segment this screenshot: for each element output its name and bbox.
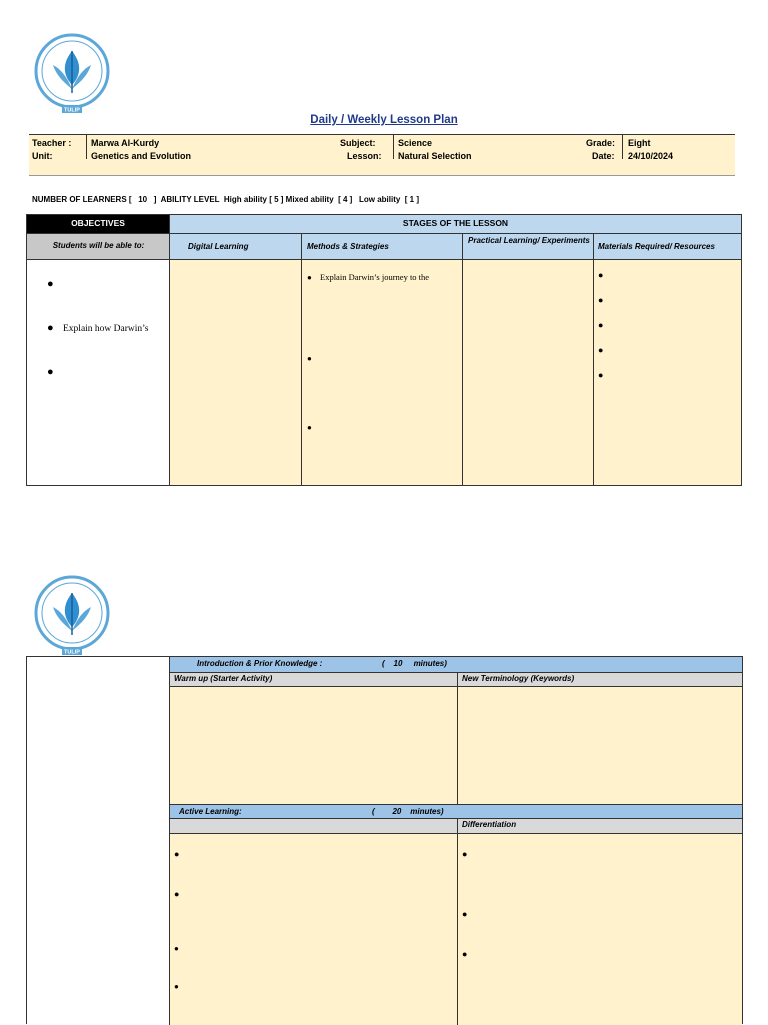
- subject-label: Subject:: [340, 138, 376, 148]
- left-blank-column: [27, 657, 170, 1025]
- objectives-table: [26, 214, 742, 486]
- active-label: Active Learning:: [179, 807, 242, 816]
- learners-ability-line: NUMBER OF LEARNERS [ 10 ] ABILITY LEVEL High ability [ 5 ] Mixed ability [ 4 ] Low ability [ 1 ]: [32, 195, 420, 204]
- active-row: [169, 804, 742, 818]
- warmup-label: Warm up (Starter Activity): [169, 672, 457, 686]
- col-materials: Materials Required/ Resources: [593, 233, 741, 259]
- unit-label: Unit:: [32, 151, 53, 161]
- active-item: ●: [174, 849, 180, 859]
- date-value: 24/10/2024: [628, 151, 674, 161]
- intro-label: Introduction & Prior Knowledge :: [197, 659, 323, 668]
- unit-value: Genetics and Evolution: [91, 151, 192, 161]
- teacher-value: Marwa Al-Kurdy: [91, 138, 160, 148]
- differentiation-cell: [457, 833, 742, 1025]
- active-item: ●: [174, 889, 180, 899]
- objective-item: ●: [47, 366, 54, 378]
- lesson-header: [29, 134, 735, 176]
- material-item: ●: [598, 295, 604, 305]
- lesson-label: Lesson:: [347, 151, 382, 161]
- stages-header: STAGES OF THE LESSON: [169, 215, 741, 233]
- active-time: ( 20 minutes): [372, 807, 444, 816]
- date-label: Date:: [592, 151, 615, 161]
- material-item: ●: [598, 345, 604, 355]
- objective-item: ●: [47, 278, 54, 290]
- terminology-cell: [457, 686, 742, 804]
- col-methods: Methods & Strategies: [301, 233, 462, 259]
- divider: [622, 135, 623, 159]
- active-item: ●: [174, 944, 179, 953]
- objectives-header: OBJECTIVES: [27, 215, 169, 233]
- digital-learning-cell: [169, 259, 301, 485]
- method-item: ●: [307, 354, 312, 363]
- students-label: Students will be able to:: [27, 233, 170, 259]
- lesson-value: Natural Selection: [398, 151, 472, 161]
- svg-text:TULIP: TULIP: [64, 649, 80, 656]
- intro-row: [169, 657, 742, 672]
- divider: [86, 135, 87, 159]
- active-learning-cell: [169, 833, 457, 1025]
- subject-value: Science: [398, 138, 433, 148]
- terminology-label: New Terminology (Keywords): [457, 672, 742, 686]
- differentiation-item: ●: [462, 949, 468, 959]
- material-item: ●: [598, 320, 604, 330]
- differentiation-item: ●: [462, 909, 468, 919]
- page-title: Daily / Weekly Lesson Plan: [310, 114, 458, 126]
- differentiation-item: ●: [462, 849, 468, 859]
- active-item: ●: [174, 982, 179, 991]
- lesson-stages-table: [26, 656, 743, 1024]
- teacher-label: Teacher :: [32, 138, 72, 148]
- grade-label: Grade:: [586, 138, 616, 148]
- material-item: ●: [598, 270, 604, 280]
- college-logo: [31, 573, 113, 657]
- active-subheader: [169, 818, 457, 833]
- differentiation-label: Differentiation: [457, 818, 742, 833]
- methods-cell: [301, 259, 462, 485]
- col-digital-learning: Digital Learning: [169, 233, 301, 259]
- method-item: ● Explain Darwin’s journey to the: [307, 272, 430, 282]
- materials-cell: [593, 259, 741, 485]
- objective-item: ● Explain how Darwin’s: [47, 322, 149, 334]
- intro-time: ( 10 minutes): [382, 659, 447, 668]
- col-practical: Practical Learning/ Experiments: [462, 233, 593, 259]
- grade-value: Eight: [628, 138, 651, 148]
- divider: [393, 135, 394, 159]
- warmup-cell: [169, 686, 457, 804]
- svg-text:TULIP: TULIP: [64, 107, 80, 114]
- practical-cell: [462, 259, 593, 485]
- method-item: ●: [307, 423, 312, 432]
- material-item: ●: [598, 370, 604, 380]
- college-logo: [31, 31, 113, 115]
- objectives-cell: [27, 259, 170, 485]
